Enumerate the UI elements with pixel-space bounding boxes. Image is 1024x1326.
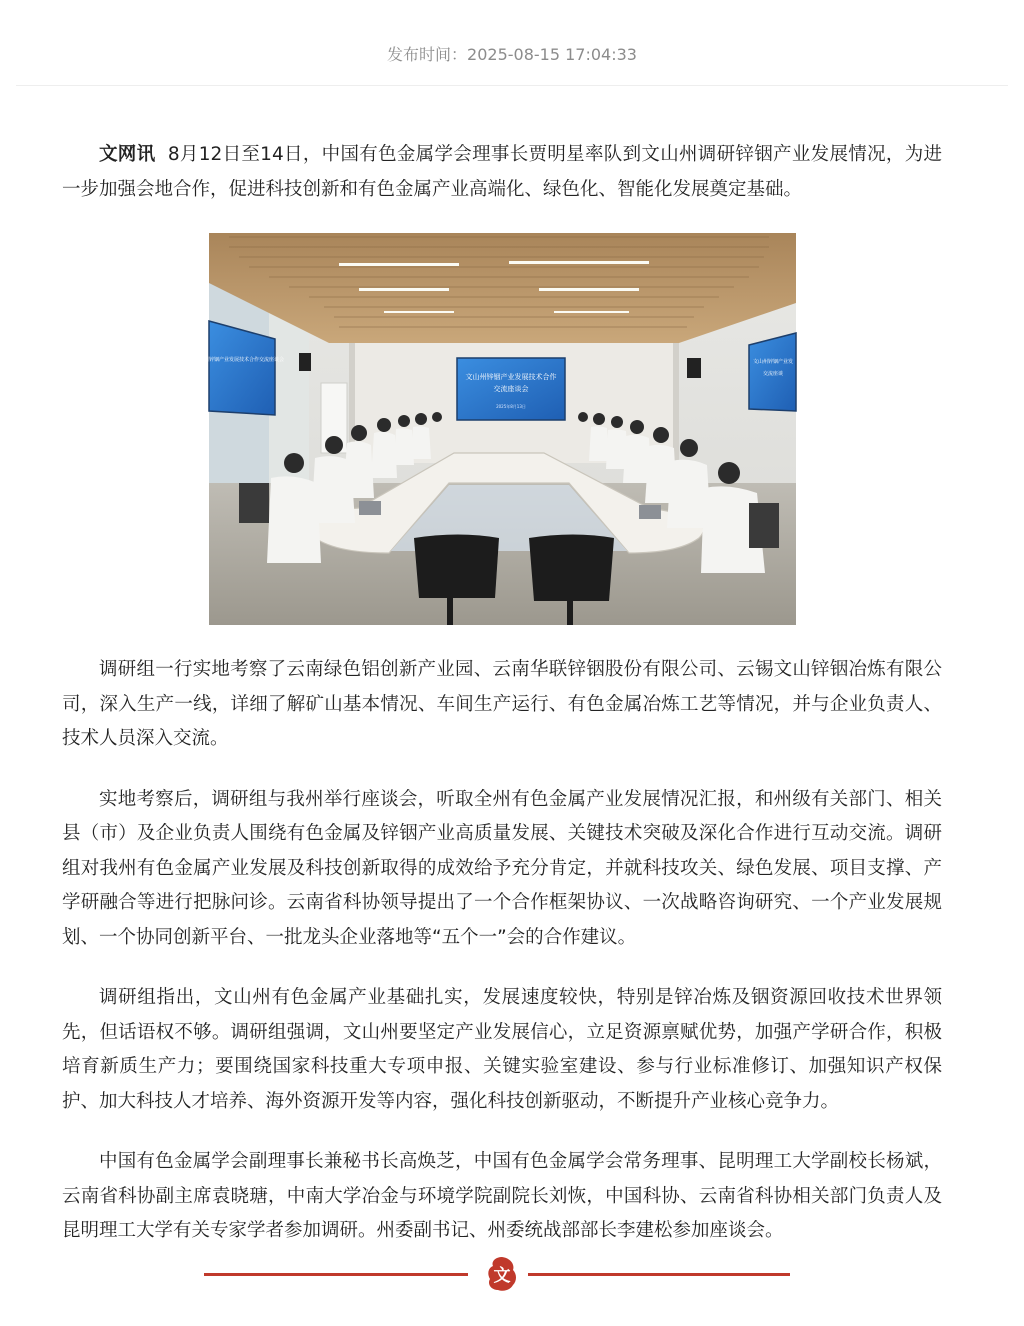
center-screen-date: 2025年8月13日	[495, 404, 526, 409]
top-divider	[16, 85, 1008, 86]
publish-time: 发布时间：2025-08-15 17:04:33	[387, 45, 637, 64]
photo-container	[62, 233, 942, 625]
center-screen-line2: 交流座谈会	[493, 385, 528, 393]
article-paragraph-4: 调研组指出，文山州有色金属产业基础扎实，发展速度较快，特别是锌冶炼及铟资源回收技术世界领先，但话语权不够。调研组强调，文山州要坚定产业发展信心，立足资源禀赋优势，加强产学研合作，积极培育新质生产力；要围绕国家科技重大专项申报、关键实验室建设、参与行业标准修订、加强知识产权保护、加大科技人才培养、海外资源开发等内容，强化科技创新驱动，不断提升产业核心竞争力。	[62, 987, 942, 1112]
meeting-photo	[193, 233, 796, 625]
lead-tag: 文网讯	[99, 144, 156, 165]
article-paragraph-1	[62, 138, 942, 207]
article-paragraph-3: 实地考察后，调研组与我州举行座谈会，听取全州有色金属产业发展情况汇报，和州级有关部门、相关县（市）及企业负责人围绕有色金属及锌铟产业高质量发展、关键技术突破及深化合作进行互动交流。调研组对我州有色金属产业发展及科技创新取得的成效给予充分肯定，并就科技攻关、绿色发展、项目支撑、产学研融合等进行把脉问诊。云南省科协领导提出了一个合作框架协议、一次战略咨询研究、一个产业发展规划、一个协同创新平台、一批龙头企业落地等“五个一”会的合作建议。	[62, 788, 942, 948]
right-screen-line1: 文山州锌铟产业发	[752, 359, 793, 365]
wen-logo-icon	[482, 1254, 522, 1294]
article-paragraph-2: 调研组一行实地考察了云南绿色铝创新产业园、云南华联锌铟股份有限公司、云锡文山锌铟冶炼有限公司，深入生产一线，详细了解矿山基本情况、车间生产运行、有色金属冶炼工艺等情况，并与企业负责人、技术人员深入交流。	[62, 659, 942, 749]
article-body	[62, 138, 942, 1275]
left-screen-text: 文山州锌铟产业发展技术合作交流座谈会	[193, 357, 284, 363]
center-screen-line1: 文山州锌铟产业发展技术合作	[465, 373, 556, 381]
footer-ornament	[0, 1250, 1024, 1300]
ornament-line-right	[528, 1273, 790, 1276]
ornament-line-left	[204, 1273, 468, 1276]
paragraph-1-text: 8月12日至14日，中国有色金属学会理事长贾明星率队到文山州调研锌铟产业发展情况，为进一步加强会地合作，促进科技创新和有色金属产业高端化、绿色化、智能化发展奠定基础。	[62, 144, 943, 200]
logo-glyph: 文	[493, 1266, 511, 1286]
right-screen-line2: 交流座谈	[762, 371, 783, 377]
article-paragraph-5: 中国有色金属学会副理事长兼秘书长高焕芝，中国有色金属学会常务理事、昆明理工大学副校长杨斌，云南省科协副主席袁晓瑭，中南大学冶金与环境学院副院长刘恢，中国科协、云南省科协相关部门负责人及昆明理工大学有关专家学者参加调研。州委副书记、州委统战部部长李建松参加座谈会。	[62, 1151, 942, 1241]
